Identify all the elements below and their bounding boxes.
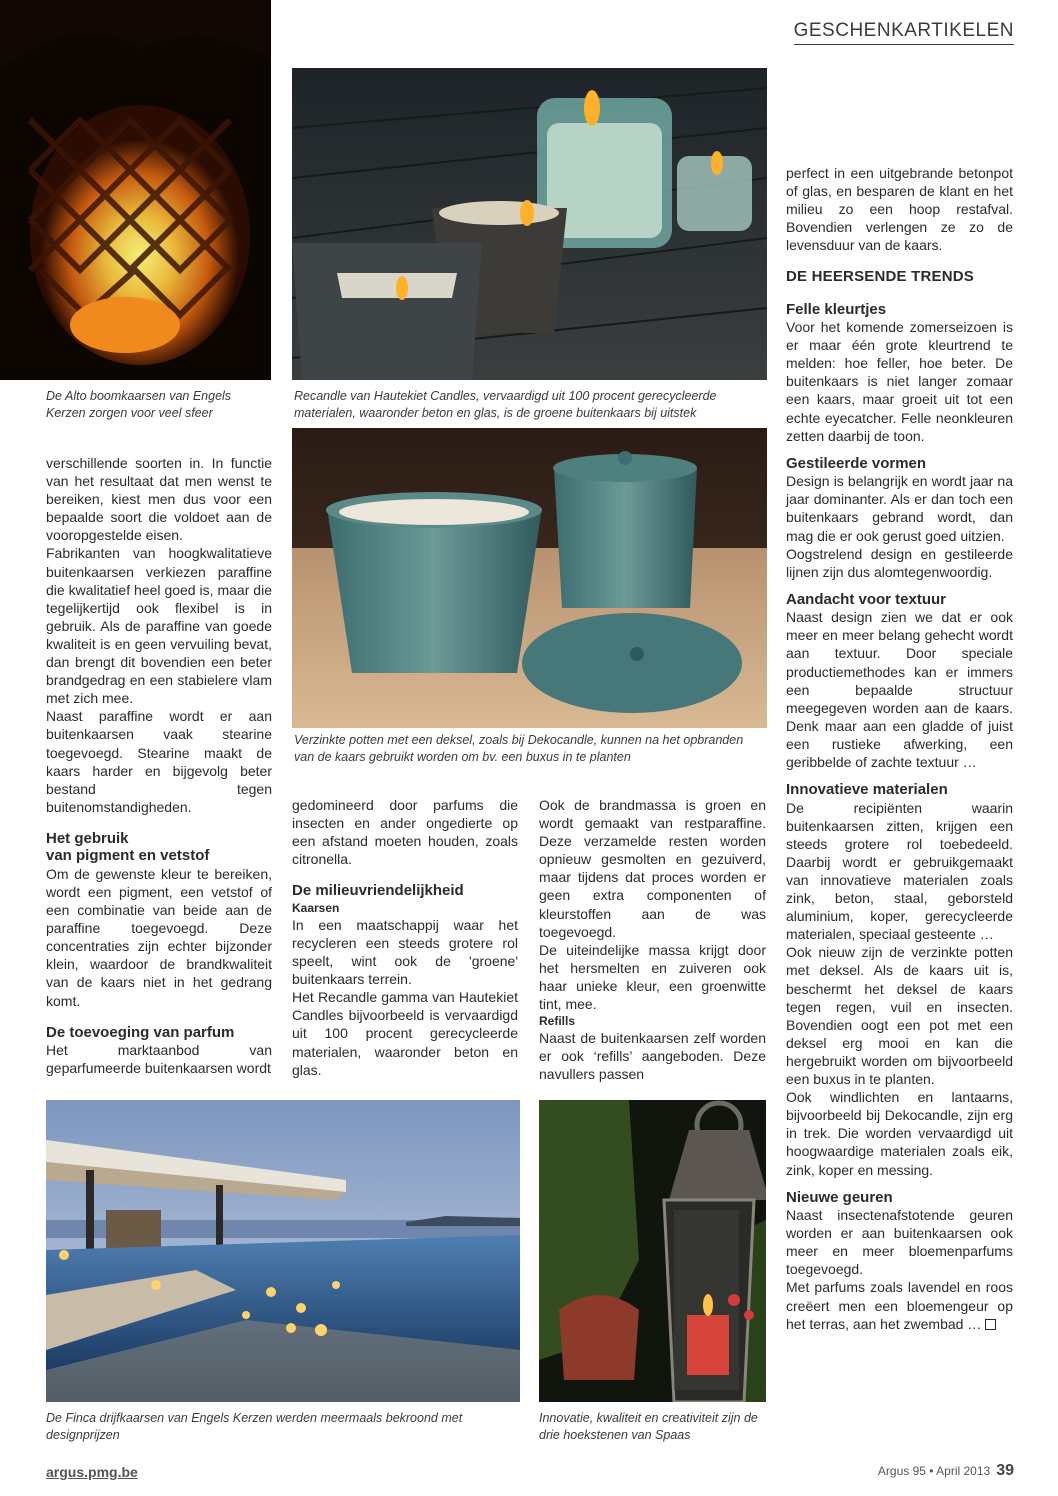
- page-number: 39: [996, 1462, 1014, 1479]
- caption-zink: Verzinkte potten met een deksel, zoals bij Dekocandle, kunnen na het opbranden van de kaars gebruikt worden om bv. een buxus in te planten: [294, 733, 744, 764]
- paragraph: perfect in een uitgebrande betonpot of glas, en besparen de klant en het milieu zo een hoop restafval. Bovendien verlengen ze zo de levensduur van de kaars.: [786, 165, 1013, 254]
- paragraph: Ook de brandmassa is groen en wordt gemaakt van restparaffine. Deze verzamelde resten worden opnieuw gesmolten en gezuiverd, maar tijdens dat proces worden er geen extra componenten of kleurstoffen aan de was toegevoegd.: [539, 797, 766, 940]
- section-label: GESCHENKARTIKELEN: [794, 20, 1014, 45]
- caption-recandle: Recandle van Hautekiet Candles, vervaardigd uit 100 procent gerecycleerde materialen, waaronder beton en glas, is de groene buitenkaars bij uitstek: [294, 389, 717, 420]
- heading-vormen: Gestileerde vormen: [786, 454, 927, 472]
- heading-materialen: Innovatieve materialen: [786, 781, 948, 799]
- paragraph: Het marktaanbod van geparfumeerde buitenkaarsen wordt: [46, 1042, 272, 1077]
- heading-pigment: Het gebruik: [46, 829, 129, 847]
- heading-pigment-line2: van pigment en vetstof: [46, 847, 210, 865]
- paragraph: Het Recandle gamma van Hautekiet Candles bijvoorbeeld is vervaardigd uit 100 procent gerecycleerde materialen, waaronder beton en glas.: [292, 989, 518, 1078]
- footer-website-link[interactable]: argus.pmg.be: [46, 1464, 138, 1480]
- zinc-pots-photo: [292, 428, 767, 728]
- paragraph: Design is belangrijk en wordt jaar na jaar dominanter. Als er dan toch een buitenkaars gebrand wordt, dan mag die er ook gerust goed uitzien.: [786, 473, 1013, 544]
- caption-spaas: Innovatie, kwaliteit en creativiteit zijn de drie hoekstenen van Spaas: [539, 1411, 758, 1442]
- paragraph: gedomineerd door parfums die insecten en ander ongedierte op een afstand moeten houden, zoals citronella.: [292, 797, 518, 868]
- paragraph: Voor het komende zomerseizoen is er maar één grote kleurtrend te melden: hoe feller, hoe beter. De buitenkaars is niet langer zomaar een kaars, maar groeit uit tot een echte eyecatcher. Felle neonkleuren zetten daarbij de toon.: [786, 319, 1013, 444]
- finca-pool-photo: [46, 1100, 520, 1402]
- paragraph: Oogstrelend design en gestileerde lijnen zijn dus alomtegenwoordig.: [786, 545, 1013, 580]
- paragraph: Naast de buitenkaarsen zelf worden er ook ‘refills’ aangeboden. Deze navullers passen: [539, 1030, 766, 1083]
- heading-parfum: De toevoeging van parfum: [46, 1023, 235, 1041]
- heading-textuur: Aandacht voor textuur: [786, 590, 947, 608]
- paragraph-text: Met parfums zoals lavendel en roos creëert men een bloemengeur op het terras, aan het zwembad …: [786, 1279, 1013, 1332]
- column-4: [786, 164, 1013, 1333]
- paragraph: Naast design zien we dat er ook meer en meer belang gehecht wordt aan textuur. Door speciale productiemethodes kan er immers een bepaalde structuur meegegeven worden aan de kaars. Denk maar aan een gladde of juist een rustieke afwerking, een geribbelde of zachte textuur …: [786, 609, 1013, 771]
- subheading-kaarsen: Kaarsen: [292, 900, 340, 915]
- alto-lantern-photo: [0, 0, 271, 380]
- paragraph: De uiteindelijke massa krijgt door het hersmelten en zuiveren ook haar unieke kleur, een groenwitte tint, mee.: [539, 941, 766, 1013]
- paragraph: [786, 1278, 1013, 1332]
- paragraph: In een maatschappij waar het recycleren een steeds grotere rol speelt, wint ook de 'groene' buitenkaars terrein.: [292, 916, 518, 988]
- paragraph: Om de gewenste kleur te bereiken, wordt een pigment, een vetstof of een combinatie van beide aan de paraffine toegevoegd. Deze concentraties zijn echter bijzonder klein, waardoor de brandkwaliteit van de kaars niet in het gedrang komt.: [46, 865, 272, 1009]
- recandle-photo: [292, 68, 767, 380]
- column-1: [46, 454, 272, 1077]
- heading-geuren: Nieuwe geuren: [786, 1188, 893, 1206]
- heading-trends: DE HEERSENDE TRENDS: [786, 268, 974, 286]
- caption-finca: De Finca drijfkaarsen van Engels Kerzen werden meermaals bekroond met designprijzen: [46, 1411, 463, 1442]
- spaas-lantern-photo: [539, 1100, 766, 1402]
- column-3: [539, 796, 766, 1083]
- column-2: [292, 796, 518, 1079]
- heading-kleurtjes: Felle kleurtjes: [786, 300, 887, 318]
- paragraph: Fabrikanten van hoogkwalitatieve buitenkaarsen verkiezen paraffine die kwalitatief heel goed is, maar die tegelijkertijd ook flexibel is in gebruik. Als de paraffine van goede kwaliteit is en geen vervuiling bevat, dan brengt dit bovendien een beter brandgedrag en een stabielere vlam met zich mee.: [46, 545, 272, 707]
- paragraph: verschillende soorten in. In functie van het resultaat dat men wenst te bereiken, kiest men dus voor een bepaalde soort die voldoet aan de vooropgestelde eisen.: [46, 455, 272, 544]
- issue-label: Argus 95 • April 2013: [877, 1464, 991, 1478]
- caption-alto: De Alto boomkaarsen van Engels Kerzen zorgen voor veel sfeer: [46, 389, 232, 420]
- paragraph: De recipiënten waarin buitenkaarsen zitten, krijgen een steeds grotere rol toebedeeld. Daarbij wordt er gebruikgemaakt van innovatieve materialen zoals zink, beton, staal, geborsteld aluminium, koper, gerecycleerde materialen, speciaal gesteente …: [786, 799, 1013, 943]
- subheading-refills: Refills: [539, 1014, 576, 1029]
- end-mark-icon: [985, 1319, 996, 1330]
- footer-issue: [878, 1462, 1014, 1480]
- heading-milieu: De milieuvriendelijkheid: [292, 882, 464, 900]
- paragraph: Ook nieuw zijn de verzinkte potten met deksel. Als de kaars uit is, beschermt het deksel de kaars tegen regen, vuil en insecten. Bovendien oogt een pot met een deksel erg mooi en kan die hergebruikt worden om bijvoorbeeld een buxus in te planten.: [786, 944, 1013, 1088]
- paragraph: Naast paraffine wordt er aan buitenkaarsen vaak stearine toegevoegd. Stearine maakt de kaars harder en bijgevolg beter bestand tegen buitenomstandigheden.: [46, 708, 272, 815]
- paragraph: Naast insectenafstotende geuren worden er aan buitenkaarsen ook meer en meer bloemenparfums toegevoegd.: [786, 1207, 1013, 1278]
- paragraph: Ook windlichten en lantaarns, bijvoorbeeld bij Dekocandle, zijn erg in trek. Die worden vervaardigd uit hoogwaardige materialen zoals eik, zink, koper en messing.: [786, 1089, 1013, 1178]
